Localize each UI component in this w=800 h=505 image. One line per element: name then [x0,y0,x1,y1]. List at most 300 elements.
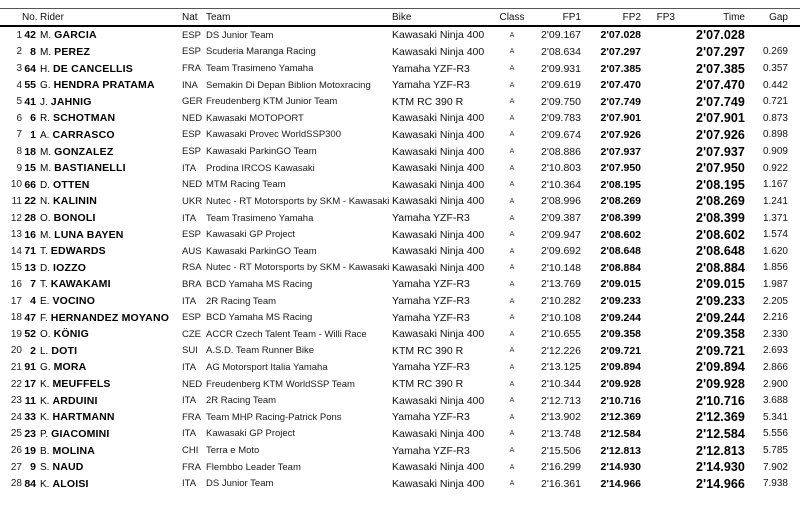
class-cell: A [509,330,515,338]
fp1-cell: 2'13.769 [541,278,581,291]
rank-cell: 4 [16,79,22,91]
class-cell: A [509,98,515,106]
fp1-cell: 2'12.713 [541,394,581,407]
class-cell: A [509,197,515,205]
bike-cell: Kawasaki Ninja 400 [392,112,485,125]
rider-surname: CARRASCO [52,128,115,141]
rider-surname: GIACOMINI [51,427,110,440]
fp1-cell: 2'10.108 [541,311,581,324]
gap-cell: 1.620 [762,245,788,257]
rider-name-cell [36,361,182,373]
table-row [0,359,800,376]
gap-cell: 1.371 [762,212,788,224]
fp1-cell: 2'12.226 [541,344,581,357]
rider-name-cell [36,195,182,207]
rank-cell: 14 [10,245,22,257]
rider-name-cell [36,278,182,290]
col-header-fp2: FP2 [622,11,641,23]
rider-initial: M. [40,163,52,175]
bike-cell: Yamaha YZF-R3 [392,62,470,75]
gap-cell: 5.341 [762,411,788,423]
gap-cell: 0.909 [762,146,788,158]
class-cell: A [509,380,515,388]
time-cell: 2'07.901 [696,111,745,126]
rider-name-cell [36,378,182,390]
rider-initial: K. [40,412,50,424]
bike-cell: Kawasaki Ninja 400 [392,461,485,474]
fp2-cell: 2'08.884 [600,261,641,274]
time-cell: 2'08.269 [696,194,745,209]
bike-cell: Kawasaki Ninja 400 [392,178,485,191]
team-cell: Kawasaki ParkinGO Team [206,146,317,158]
gap-cell: 7.902 [762,461,788,473]
class-cell: A [509,264,515,272]
fp2-cell: 2'12.584 [600,427,641,440]
fp2-cell: 2'09.358 [600,328,641,341]
fp1-cell: 2'09.947 [541,228,581,241]
time-cell: 2'09.358 [696,327,745,342]
fp2-cell: 2'14.930 [600,461,641,474]
gap-cell: 0.721 [762,96,788,108]
table-row [0,326,800,343]
col-header-bike: Bike [392,11,412,23]
time-cell: 2'09.894 [696,360,745,375]
rider-initial: A. [40,129,50,141]
time-cell: 2'08.884 [696,260,745,275]
no-cell: 15 [24,162,36,175]
nat-cell: ESP [182,29,202,41]
nat-cell: ESP [182,129,202,141]
rider-initial: E. [40,296,50,308]
table-header-row [0,9,800,25]
rider-surname: GONZALEZ [54,145,114,158]
rider-initial: N. [40,196,50,208]
fp2-cell: 2'07.901 [600,112,641,125]
rank-cell: 13 [10,229,22,241]
bike-cell: Yamaha YZF-R3 [392,411,470,424]
rider-name-cell [36,179,182,191]
bike-cell: Yamaha YZF-R3 [392,295,470,308]
rider-initial: G. [40,362,51,374]
table-row [0,44,800,61]
fp2-cell: 2'07.385 [600,62,641,75]
rank-cell: 2 [16,46,22,58]
fp1-cell: 2'09.619 [541,79,581,92]
rank-cell: 25 [10,428,22,440]
class-cell: A [509,413,515,421]
rider-surname: DE CANCELLIS [53,62,133,75]
col-header-fp1: FP1 [562,11,581,23]
class-cell: A [509,447,515,455]
gap-cell: 0.873 [762,112,788,124]
fp2-cell: 2'09.894 [600,361,641,374]
class-cell: A [509,164,515,172]
table-row [0,276,800,293]
rider-surname: MEUFFELS [52,378,111,391]
class-cell: A [509,463,515,471]
rank-cell: 5 [16,96,22,108]
fp2-cell: 2'07.937 [600,145,641,158]
no-cell: 4 [30,295,36,308]
rank-cell: 10 [10,179,22,191]
no-cell: 13 [24,261,36,274]
gap-cell: 2.900 [762,378,788,390]
table-row [0,459,800,476]
rider-name-cell [36,345,182,357]
table-row [0,376,800,393]
fp2-cell: 2'09.233 [600,295,641,308]
no-cell: 11 [24,394,36,407]
table-row [0,426,800,443]
table-row [0,343,800,360]
team-cell: Kawasaki Provec WorldSSP300 [206,129,341,141]
table-row [0,27,800,44]
fp2-cell: 2'14.966 [600,477,641,490]
gap-cell: 2.205 [762,295,788,307]
nat-cell: FRA [182,411,201,423]
time-cell: 2'07.749 [696,94,745,109]
rider-initial: T. [40,279,48,291]
class-cell: A [509,65,515,73]
team-cell: Nutec - RT Motorsports by SKM - Kawasaki [206,195,390,207]
col-header-rider: Rider [40,11,64,23]
class-cell: A [509,131,515,139]
nat-cell: NED [182,378,203,390]
rider-surname: KÖNIG [53,328,89,341]
class-cell: A [509,181,515,189]
rider-surname: ALOISI [52,477,89,490]
fp1-cell: 2'13.748 [541,427,581,440]
gap-cell: 1.856 [762,262,788,274]
bike-cell: Yamaha YZF-R3 [392,444,470,457]
rider-name-cell [36,46,182,58]
time-cell: 2'07.926 [696,127,745,142]
bike-cell: Kawasaki Ninja 400 [392,477,485,490]
rider-surname: MORA [53,361,87,374]
team-cell: Team MHP Racing-Patrick Pons [206,411,342,423]
rider-name-cell [36,79,182,91]
fp1-cell: 2'10.148 [541,261,581,274]
team-cell: Semakin Di Depan Biblion Motoxracing [206,79,371,91]
fp2-cell: 2'09.928 [600,378,641,391]
bike-cell: Kawasaki Ninja 400 [392,228,485,241]
rank-cell: 26 [10,445,22,457]
nat-cell: ESP [182,312,202,324]
class-cell: A [509,81,515,89]
gap-cell: 0.922 [762,162,788,174]
rank-cell: 28 [10,478,22,490]
class-cell: A [509,231,515,239]
nat-cell: ITA [182,212,197,224]
time-cell: 2'10.716 [696,393,745,408]
table-row [0,210,800,227]
rider-initial: K. [40,379,50,391]
table-row [0,309,800,326]
bike-cell: KTM RC 390 R [392,344,464,357]
class-cell: A [509,363,515,371]
rider-initial: M. [40,229,52,241]
table-row [0,293,800,310]
table-row [0,176,800,193]
rider-name-cell [36,96,182,108]
team-cell: MTM Racing Team [206,179,286,191]
rider-surname: ARDUINI [52,394,98,407]
fp2-cell: 2'08.399 [600,212,641,224]
rider-surname: HERNANDEZ MOYANO [50,311,170,324]
bike-cell: Yamaha YZF-R3 [392,361,470,374]
fp2-cell: 2'12.369 [600,411,641,424]
fp1-cell: 2'13.902 [541,411,581,424]
rider-name-cell [36,212,182,224]
table-row [0,243,800,260]
rider-initial: K. [40,478,50,490]
nat-cell: AUS [182,245,202,257]
table-row [0,143,800,160]
bike-cell: Kawasaki Ninja 400 [392,261,485,274]
rank-cell: 19 [10,328,22,340]
time-cell: 2'08.399 [696,211,745,225]
no-cell: 64 [24,62,36,75]
team-cell: BCD Yamaha MS Racing [206,278,313,290]
time-cell: 2'09.928 [696,377,745,392]
rider-initial: J. [40,96,48,108]
rider-surname: OTTEN [53,178,90,191]
rank-cell: 21 [10,361,22,373]
no-cell: 2 [30,344,36,357]
table-row [0,77,800,94]
table-row [0,475,800,492]
team-cell: DS Junior Team [206,478,274,490]
table-row [0,409,800,426]
rider-initial: D. [40,179,50,191]
no-cell: 22 [24,195,36,208]
rider-name-cell [36,428,182,440]
fp2-cell: 2'09.244 [600,311,641,324]
rider-name-cell [36,478,182,490]
fp2-cell: 2'09.721 [600,344,641,357]
no-cell: 52 [24,328,36,341]
class-cell: A [509,114,515,122]
rider-name-cell [36,162,182,174]
fp1-cell: 2'16.361 [541,477,581,490]
gap-cell: 2.866 [762,361,788,373]
team-cell: Kawasaki GP Project [206,229,296,241]
gap-cell: 0.269 [762,46,788,58]
rider-name-cell [36,63,182,75]
bike-cell: Kawasaki Ninja 400 [392,328,485,341]
rider-name-cell [36,112,182,124]
no-cell: 16 [24,228,36,241]
gap-cell: 1.574 [762,229,788,241]
bike-cell: Kawasaki Ninja 400 [392,245,485,258]
no-cell: 42 [24,29,36,42]
nat-cell: UKR [182,195,203,207]
table-row [0,226,800,243]
rider-initial: M. [40,146,52,158]
table-row [0,442,800,459]
rider-surname: VOCINO [52,295,96,308]
time-cell: 2'12.584 [696,426,745,441]
no-cell: 7 [30,278,36,291]
team-cell: ACCR Czech Talent Team - Willi Race [206,328,367,340]
gap-cell: 2.693 [762,345,788,357]
gap-cell: 1.167 [762,179,788,191]
rider-surname: HENDRA PRATAMA [53,79,155,92]
time-cell: 2'12.369 [696,410,745,425]
nat-cell: NED [182,112,203,124]
gap-cell: 3.688 [762,395,788,407]
team-cell: 2R Racing Team [206,395,277,407]
rider-surname: BASTIANELLI [54,162,126,175]
no-cell: 19 [24,444,36,457]
rider-initial: F. [40,312,48,324]
time-cell: 2'07.028 [696,28,745,43]
time-cell: 2'07.950 [696,161,745,176]
table-row [0,110,800,127]
gap-cell: 2.216 [762,312,788,324]
fp1-cell: 2'09.692 [541,245,581,258]
nat-cell: INA [182,79,198,91]
rank-cell: 15 [10,262,22,274]
nat-cell: CHI [182,445,199,457]
rank-cell: 24 [10,411,22,423]
class-cell: A [509,280,515,288]
rider-surname: MOLINA [52,444,96,457]
fp2-cell: 2'10.716 [600,394,641,407]
bike-cell: Yamaha YZF-R3 [392,212,470,224]
rider-initial: G. [40,80,51,92]
time-cell: 2'14.966 [696,476,745,491]
rider-name-cell [36,29,182,41]
team-cell: DS Junior Team [206,29,274,41]
rider-initial: L. [40,345,49,357]
col-header-no: No. [22,11,38,23]
bike-cell: Kawasaki Ninja 400 [392,195,485,208]
team-cell: Team Trasimeno Yamaha [206,63,314,75]
fp2-cell: 2'07.749 [600,95,641,108]
nat-cell: FRA [182,461,201,473]
rider-name-cell [36,312,182,324]
fp2-cell: 2'08.269 [600,195,641,208]
rider-surname: GARCIA [54,29,97,42]
team-cell: Nutec - RT Motorsports by SKM - Kawasaki [206,262,390,274]
rider-surname: BONOLI [53,212,96,224]
rider-surname: NAUD [52,461,84,474]
time-cell: 2'09.015 [696,277,745,292]
class-cell: A [509,247,515,255]
rider-name-cell [36,328,182,340]
nat-cell: ITA [182,295,197,307]
rider-initial: B. [40,445,50,457]
class-cell: A [509,31,515,39]
fp1-cell: 2'09.387 [541,212,581,224]
fp1-cell: 2'13.125 [541,361,581,374]
nat-cell: ITA [182,428,197,440]
col-header-class: Class [499,11,525,23]
table-row [0,392,800,409]
bike-cell: Kawasaki Ninja 400 [392,128,485,141]
no-cell: 28 [24,212,36,224]
time-cell: 2'09.244 [696,310,745,325]
no-cell: 23 [24,427,36,440]
time-cell: 2'07.937 [696,144,745,159]
rider-initial: O. [40,213,51,224]
rider-initial: R. [40,113,50,125]
col-header-fp3: FP3 [656,11,675,23]
rider-surname: DOTI [51,344,78,357]
rider-surname: PEREZ [54,45,91,58]
rider-surname: KAWAKAMI [50,278,111,291]
class-cell: A [509,480,515,488]
bike-cell: Yamaha YZF-R3 [392,79,470,92]
no-cell: 18 [24,145,36,158]
rider-initial: S. [40,462,50,474]
time-cell: 2'07.470 [696,78,745,93]
col-header-time: Time [723,11,745,23]
nat-cell: GER [182,96,203,108]
no-cell: 91 [24,361,36,374]
rider-initial: P. [40,428,49,440]
no-cell: 33 [24,411,36,424]
team-cell: Kawasaki ParkinGO Team [206,245,317,257]
class-cell: A [509,148,515,156]
rider-surname: EDWARDS [50,245,106,258]
rank-cell: 12 [10,212,22,224]
rider-initial: M. [40,46,52,58]
fp2-cell: 2'07.950 [600,162,641,175]
class-cell: A [509,48,515,56]
team-cell: Scuderia Maranga Racing [206,46,316,58]
rank-cell: 18 [10,312,22,324]
results-rows [0,27,800,492]
bike-cell: Kawasaki Ninja 400 [392,394,485,407]
no-cell: 6 [30,112,36,125]
team-cell: 2R Racing Team [206,295,277,307]
fp1-cell: 2'09.783 [541,112,581,125]
rank-cell: 27 [10,461,22,473]
rider-name-cell [36,411,182,423]
class-cell: A [509,397,515,405]
rider-name-cell [36,395,182,407]
time-cell: 2'08.195 [696,177,745,192]
rank-cell: 20 [10,345,22,357]
no-cell: 71 [24,245,36,258]
col-header-nat: Nat [182,11,198,23]
bike-cell: Kawasaki Ninja 400 [392,162,485,175]
rank-cell: 17 [10,295,22,307]
team-cell: AG Motorsport Italia Yamaha [206,361,328,373]
table-row [0,127,800,144]
class-cell: A [509,314,515,322]
rider-surname: SCHOTMAN [53,112,116,125]
time-cell: 2'09.721 [696,343,745,358]
team-cell: Freudenberg KTM Junior Team [206,96,338,108]
rider-name-cell [36,262,182,274]
rider-name-cell [36,295,182,307]
fp2-cell: 2'12.813 [600,444,641,457]
table-row [0,260,800,277]
rank-cell: 3 [16,63,22,75]
fp1-cell: 2'09.931 [541,62,581,75]
no-cell: 84 [24,477,36,490]
rider-initial: T. [40,246,48,258]
fp1-cell: 2'10.655 [541,328,581,341]
nat-cell: ITA [182,395,197,407]
rider-name-cell [36,245,182,257]
rider-surname: HARTMANN [52,411,115,424]
rider-surname: KALININ [53,195,97,208]
bike-cell: Yamaha YZF-R3 [392,278,470,291]
